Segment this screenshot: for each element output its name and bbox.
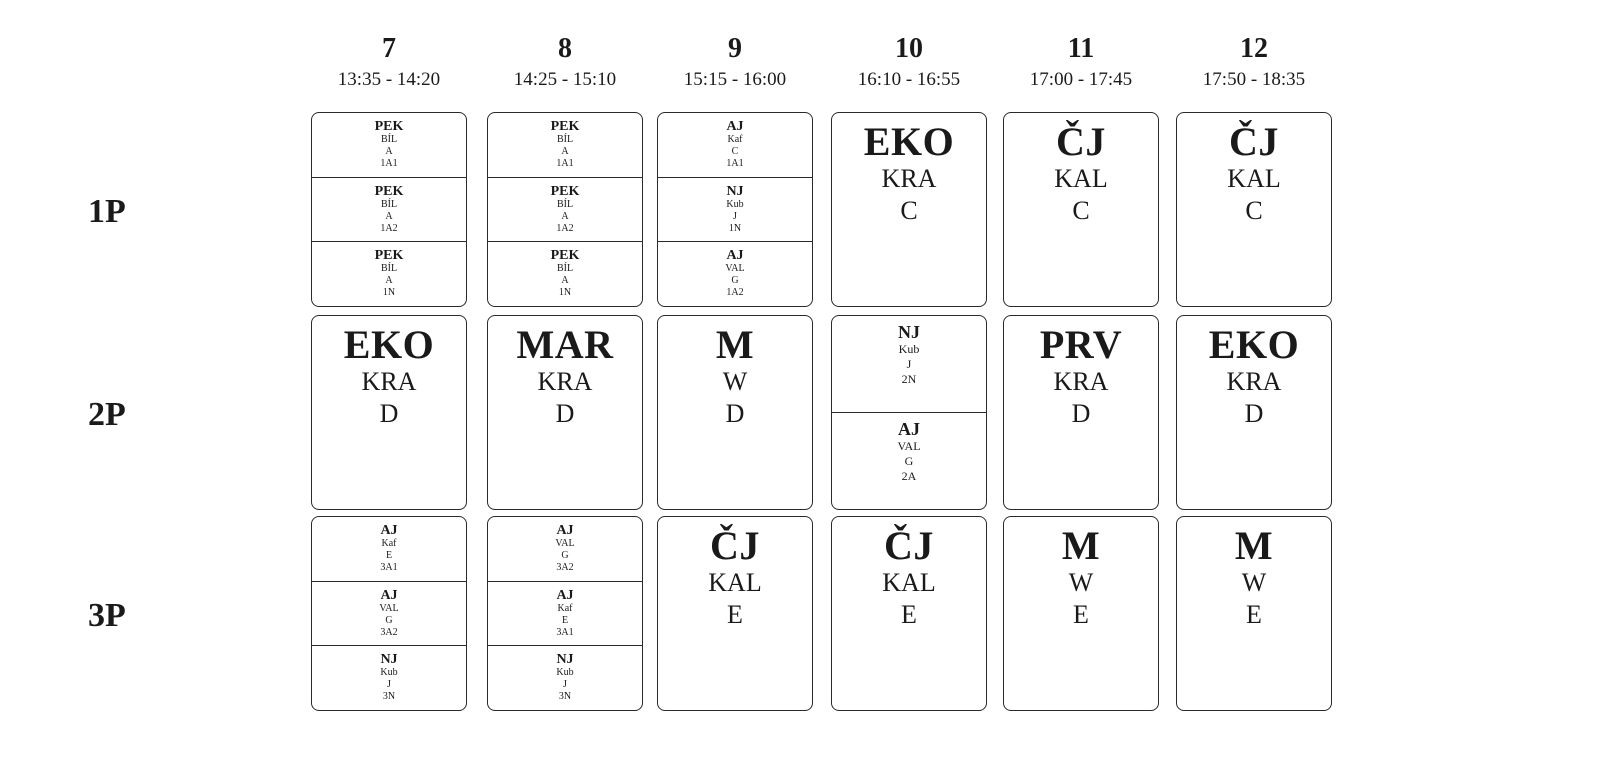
lesson-cell xyxy=(831,516,987,711)
subject-code: AJ xyxy=(556,523,574,538)
group-slot xyxy=(312,242,466,306)
period-header xyxy=(1001,34,1161,92)
period-time: 16:10 - 16:55 xyxy=(857,69,961,90)
teacher-code: W xyxy=(1241,568,1267,597)
room-code: D xyxy=(1244,399,1264,428)
teacher-code: KAL xyxy=(1227,164,1281,193)
lesson-cell xyxy=(1176,112,1332,307)
group-slot xyxy=(312,178,466,243)
room-code: A xyxy=(561,275,569,287)
subject-code: EKO xyxy=(863,119,955,164)
room-code: D xyxy=(725,399,745,428)
lesson-cell xyxy=(311,112,467,307)
lesson-cell xyxy=(1003,315,1159,510)
subject-code: AJ xyxy=(556,587,574,603)
room-code: E xyxy=(1246,600,1262,629)
room-code: D xyxy=(1071,399,1091,428)
room-code: J xyxy=(563,679,567,691)
subject-code: NJ xyxy=(726,183,744,199)
room-code: C xyxy=(1245,196,1263,225)
lesson-cell xyxy=(831,112,987,307)
room-code: E xyxy=(727,600,743,629)
group-code: 2N xyxy=(901,372,917,386)
lesson-cell xyxy=(657,315,813,510)
subject-code: PEK xyxy=(550,119,580,134)
subject-code: ČJ xyxy=(884,523,934,568)
group-code: 3A1 xyxy=(380,562,398,573)
group-code: 1A2 xyxy=(380,222,398,234)
teacher-code: KAL xyxy=(708,568,762,597)
room-code: G xyxy=(731,275,739,287)
period-time: 17:00 - 17:45 xyxy=(1029,69,1133,90)
room-code: A xyxy=(385,210,393,222)
teacher-code: BÍL xyxy=(556,263,574,275)
teacher-code: BÍL xyxy=(380,263,398,275)
group-slot xyxy=(312,517,466,582)
row-label: 3P xyxy=(88,597,126,634)
lesson-cell xyxy=(487,315,643,510)
group-slot xyxy=(832,316,986,413)
group-code: 2A xyxy=(901,469,917,483)
teacher-code: BÍL xyxy=(380,198,398,210)
row-label: 2P xyxy=(88,396,126,433)
group-slot xyxy=(312,113,466,178)
group-code: 1A2 xyxy=(726,287,744,299)
teacher-code: BÍL xyxy=(380,134,398,145)
room-code: E xyxy=(385,550,393,561)
group-code: 3N xyxy=(558,691,572,703)
teacher-code: VAL xyxy=(379,602,399,614)
period-time: 15:15 - 16:00 xyxy=(683,69,787,90)
group-slot xyxy=(658,178,812,243)
room-code: G xyxy=(904,454,914,468)
subject-code: ČJ xyxy=(710,523,760,568)
period-time: 17:50 - 18:35 xyxy=(1202,69,1306,90)
subject-code: AJ xyxy=(726,119,744,134)
teacher-code: VAL xyxy=(555,538,575,549)
lesson-cell xyxy=(657,112,813,307)
period-number: 9 xyxy=(728,33,742,64)
teacher-code: KRA xyxy=(881,164,937,193)
period-number: 12 xyxy=(1240,33,1268,64)
teacher-code: Kub xyxy=(380,667,398,679)
period-number: 11 xyxy=(1067,33,1095,64)
subject-code: PEK xyxy=(374,119,404,134)
subject-code: AJ xyxy=(898,419,920,439)
period-time: 14:25 - 15:10 xyxy=(513,69,617,90)
lesson-cell xyxy=(1003,516,1159,711)
room-code: G xyxy=(561,550,569,561)
subject-code: AJ xyxy=(380,587,398,603)
lesson-cell xyxy=(311,516,467,711)
period-number: 7 xyxy=(382,33,396,64)
subject-code: PEK xyxy=(550,183,580,199)
row-label: 1P xyxy=(88,193,126,230)
lesson-cell xyxy=(831,315,987,510)
group-slot xyxy=(488,582,642,647)
lesson-cell xyxy=(1003,112,1159,307)
subject-code: MAR xyxy=(516,322,614,367)
subject-code: EKO xyxy=(1208,322,1300,367)
subject-code: AJ xyxy=(726,248,744,264)
subject-code: NJ xyxy=(898,322,920,342)
period-header xyxy=(655,34,815,92)
group-slot xyxy=(488,178,642,243)
group-code: 3A2 xyxy=(556,562,574,573)
group-code: 3N xyxy=(382,691,396,703)
group-slot xyxy=(312,646,466,710)
subject-code: ČJ xyxy=(1056,119,1106,164)
subject-code: M xyxy=(1061,523,1101,568)
group-slot xyxy=(488,242,642,306)
teacher-code: Kub xyxy=(556,667,574,679)
lesson-cell xyxy=(487,112,643,307)
room-code: D xyxy=(555,399,575,428)
subject-code: NJ xyxy=(556,652,574,668)
group-slot xyxy=(488,517,642,582)
period-time: 13:35 - 14:20 xyxy=(337,69,441,90)
teacher-code: Kaf xyxy=(557,602,573,614)
period-header xyxy=(309,34,469,92)
group-code: 1A1 xyxy=(726,158,744,169)
room-code: C xyxy=(900,196,918,225)
teacher-code: Kaf xyxy=(727,134,743,145)
subject-code: NJ xyxy=(380,652,398,668)
teacher-code: Kaf xyxy=(381,538,397,549)
room-code: C xyxy=(1072,196,1090,225)
group-code: 1N xyxy=(558,287,572,299)
teacher-code: KRA xyxy=(537,367,593,396)
period-header xyxy=(1174,34,1334,92)
lesson-cell xyxy=(657,516,813,711)
group-code: 1N xyxy=(728,222,742,234)
room-code: J xyxy=(387,679,391,691)
subject-code: PEK xyxy=(374,183,404,199)
teacher-code: KRA xyxy=(1226,367,1282,396)
group-code: 1A1 xyxy=(556,158,574,169)
room-code: A xyxy=(561,210,569,222)
room-code: D xyxy=(379,399,399,428)
group-code: 1A1 xyxy=(380,158,398,169)
teacher-code: VAL xyxy=(725,263,745,275)
room-code: A xyxy=(561,146,569,157)
period-number: 10 xyxy=(895,33,923,64)
group-slot xyxy=(488,646,642,710)
teacher-code: KRA xyxy=(361,367,417,396)
subject-code: M xyxy=(715,322,755,367)
subject-code: PEK xyxy=(550,248,580,264)
teacher-code: BÍL xyxy=(556,134,574,145)
room-code: E xyxy=(561,614,569,626)
teacher-code: Kub xyxy=(726,198,744,210)
teacher-code: W xyxy=(722,367,748,396)
subject-code: PEK xyxy=(374,248,404,264)
group-code: 1A2 xyxy=(556,222,574,234)
group-code: 1N xyxy=(382,287,396,299)
lesson-cell xyxy=(487,516,643,711)
group-slot xyxy=(312,582,466,647)
lesson-cell xyxy=(311,315,467,510)
subject-code: EKO xyxy=(343,322,435,367)
period-number: 8 xyxy=(558,33,572,64)
period-header xyxy=(485,34,645,92)
group-code: 3A2 xyxy=(380,626,398,638)
subject-code: PRV xyxy=(1039,322,1123,367)
lesson-cell xyxy=(1176,315,1332,510)
room-code: E xyxy=(901,600,917,629)
subject-code: AJ xyxy=(380,523,398,538)
room-code: A xyxy=(385,146,393,157)
teacher-code: KAL xyxy=(882,568,936,597)
period-header xyxy=(829,34,989,92)
room-code: J xyxy=(733,210,737,222)
teacher-code: KRA xyxy=(1053,367,1109,396)
subject-code: ČJ xyxy=(1229,119,1279,164)
group-code: 3A1 xyxy=(556,626,574,638)
room-code: A xyxy=(385,275,393,287)
group-slot xyxy=(658,113,812,178)
teacher-code: BÍL xyxy=(556,198,574,210)
group-slot xyxy=(488,113,642,178)
room-code: C xyxy=(731,146,739,157)
room-code: J xyxy=(906,357,912,371)
room-code: E xyxy=(1073,600,1089,629)
teacher-code: W xyxy=(1068,568,1094,597)
group-slot xyxy=(658,242,812,306)
teacher-code: VAL xyxy=(897,439,921,453)
lesson-cell xyxy=(1176,516,1332,711)
room-code: G xyxy=(385,614,393,626)
teacher-code: KAL xyxy=(1054,164,1108,193)
subject-code: M xyxy=(1234,523,1274,568)
group-slot xyxy=(832,413,986,509)
teacher-code: Kub xyxy=(898,342,920,356)
